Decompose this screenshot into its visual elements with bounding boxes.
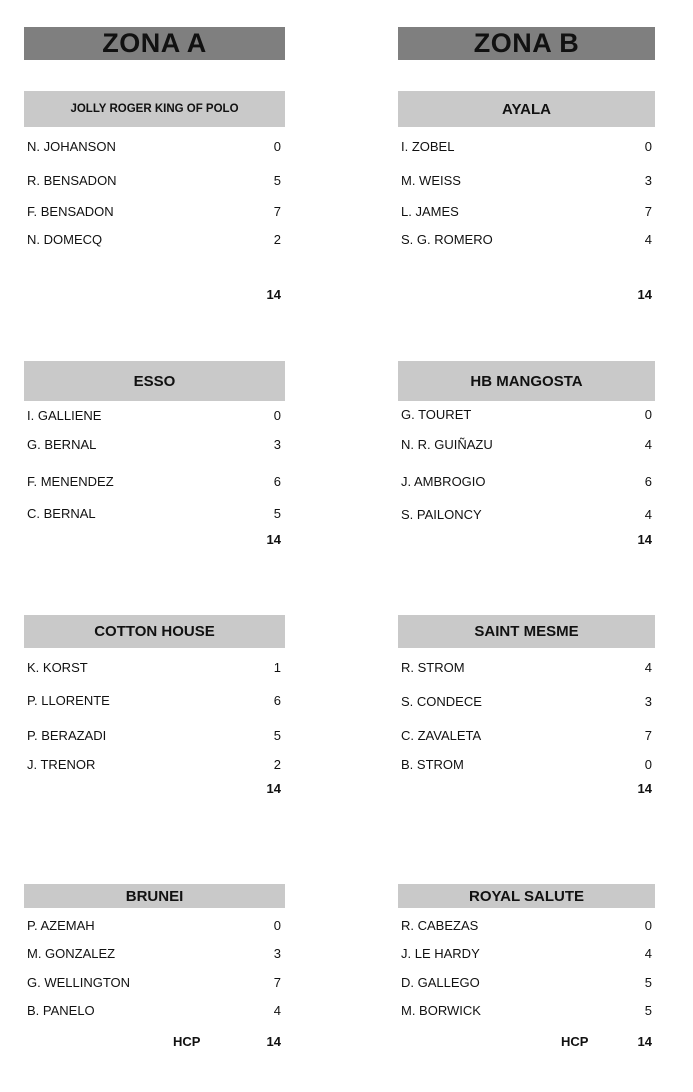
player-hcp: 0: [273, 138, 281, 154]
player-name: G. WELLINGTON: [27, 974, 131, 990]
player-row: [401, 944, 652, 962]
player-hcp: 7: [644, 203, 652, 219]
team-header: JOLLY ROGER KING OF POLO: [24, 91, 285, 128]
player-hcp: 4: [273, 1002, 281, 1018]
player-row: [401, 505, 652, 523]
player-name: P. AZEMAH: [27, 917, 95, 933]
team-header: HB MANGOSTA: [398, 361, 655, 402]
player-hcp: 4: [644, 231, 652, 247]
player-row: [401, 973, 652, 991]
player-hcp: 5: [644, 974, 652, 990]
team-header: COTTON HOUSE: [24, 615, 285, 649]
player-name: C. BERNAL: [27, 505, 96, 521]
player-name: S. CONDECE: [401, 693, 482, 709]
player-hcp: 4: [644, 659, 652, 675]
player-hcp: 0: [644, 138, 652, 154]
player-row: [401, 472, 652, 490]
player-row: [27, 406, 281, 424]
player-hcp: 3: [644, 693, 652, 709]
player-name: F. MENENDEZ: [27, 473, 114, 489]
hcp-label: HCP: [173, 1034, 201, 1049]
player-name: M. GONZALEZ: [27, 945, 116, 961]
player-row: [27, 137, 281, 155]
hcp-label: HCP: [561, 1034, 589, 1049]
player-row: [401, 435, 652, 453]
team-total: 14: [637, 287, 652, 302]
zone-b-title: ZONA B: [398, 27, 655, 60]
player-hcp: 4: [644, 945, 652, 961]
player-name: L. JAMES: [401, 203, 459, 219]
player-row: [27, 691, 281, 709]
team-header: ESSO: [24, 361, 285, 402]
player-name: N. R. GUIÑAZU: [401, 436, 493, 452]
player-hcp: 3: [644, 172, 652, 188]
player-name: J. TRENOR: [27, 756, 96, 772]
team-total: 14: [637, 781, 652, 796]
player-hcp: 5: [273, 505, 281, 521]
team-total: 14: [637, 1034, 652, 1049]
player-hcp: 0: [644, 917, 652, 933]
player-name: F. BENSADON: [27, 203, 114, 219]
player-row: [27, 202, 281, 220]
player-hcp: 5: [644, 1002, 652, 1018]
player-hcp: 6: [273, 692, 281, 708]
team-total: 14: [266, 1034, 281, 1049]
player-hcp: 7: [273, 203, 281, 219]
player-name: G. BERNAL: [27, 436, 97, 452]
player-name: J. LE HARDY: [401, 945, 480, 961]
player-row: [27, 230, 281, 248]
player-name: S. G. ROMERO: [401, 231, 493, 247]
player-hcp: 0: [273, 917, 281, 933]
player-name: P. LLORENTE: [27, 692, 110, 708]
player-row: [27, 1001, 281, 1019]
player-hcp: 7: [273, 974, 281, 990]
player-name: R. STROM: [401, 659, 465, 675]
player-name: D. GALLEGO: [401, 974, 480, 990]
player-row: [401, 137, 652, 155]
player-name: N. JOHANSON: [27, 138, 116, 154]
team-header: BRUNEI: [24, 884, 285, 909]
player-name: S. PAILONCY: [401, 506, 482, 522]
player-hcp: 6: [273, 473, 281, 489]
player-row: [27, 472, 281, 490]
player-row: [401, 755, 652, 773]
player-row: [27, 916, 281, 934]
player-hcp: 1: [273, 659, 281, 675]
team-total: 14: [266, 287, 281, 302]
player-hcp: 3: [273, 945, 281, 961]
team-header: SAINT MESME: [398, 615, 655, 649]
player-hcp: 0: [644, 406, 652, 422]
player-hcp: 0: [273, 407, 281, 423]
player-hcp: 4: [644, 436, 652, 452]
player-row: [401, 230, 652, 248]
player-row: [401, 405, 652, 423]
player-name: I. ZOBEL: [401, 138, 455, 154]
player-row: [27, 171, 281, 189]
player-name: J. AMBROGIO: [401, 473, 486, 489]
player-row: [27, 973, 281, 991]
team-total: 14: [637, 532, 652, 547]
player-row: [401, 171, 652, 189]
player-name: R. BENSADON: [27, 172, 117, 188]
player-name: B. PANELO: [27, 1002, 95, 1018]
player-hcp: 5: [273, 727, 281, 743]
player-row: [401, 726, 652, 744]
player-row: [401, 202, 652, 220]
player-row: [401, 1001, 652, 1019]
team-total: 14: [266, 532, 281, 547]
team-total: 14: [266, 781, 281, 796]
player-hcp: 7: [644, 727, 652, 743]
player-name: R. CABEZAS: [401, 917, 479, 933]
player-row: [27, 658, 281, 676]
player-name: B. STROM: [401, 756, 464, 772]
player-hcp: 0: [644, 756, 652, 772]
player-row: [27, 726, 281, 744]
player-name: M. BORWICK: [401, 1002, 481, 1018]
team-header: ROYAL SALUTE: [398, 884, 655, 909]
player-row: [27, 755, 281, 773]
team-header: AYALA: [398, 91, 655, 128]
player-row: [27, 944, 281, 962]
player-row: [27, 504, 281, 522]
player-hcp: 2: [273, 756, 281, 772]
player-hcp: 3: [273, 436, 281, 452]
player-row: [401, 658, 652, 676]
zone-a-title: ZONA A: [24, 27, 285, 60]
player-row: [401, 916, 652, 934]
player-row: [401, 692, 652, 710]
player-name: M. WEISS: [401, 172, 461, 188]
player-name: P. BERAZADI: [27, 727, 107, 743]
player-name: K. KORST: [27, 659, 88, 675]
player-name: C. ZAVALETA: [401, 727, 482, 743]
player-name: I. GALLIENE: [27, 407, 102, 423]
player-row: [27, 435, 281, 453]
player-hcp: 5: [273, 172, 281, 188]
player-hcp: 6: [644, 473, 652, 489]
player-name: G. TOURET: [401, 406, 472, 422]
player-hcp: 4: [644, 506, 652, 522]
player-hcp: 2: [273, 231, 281, 247]
player-name: N. DOMECQ: [27, 231, 103, 247]
